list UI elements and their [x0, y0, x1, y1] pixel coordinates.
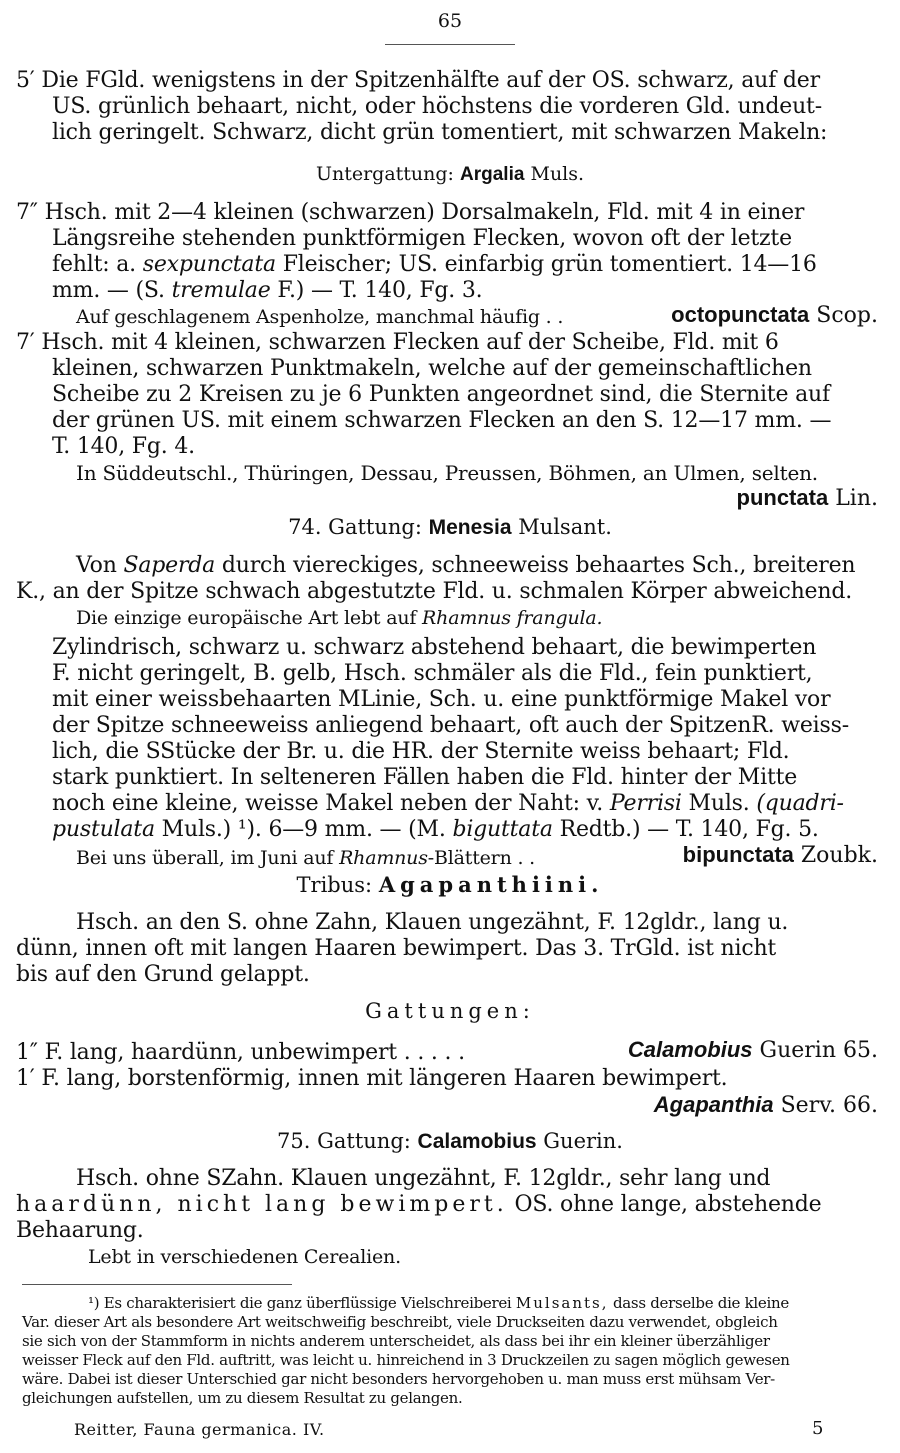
- signature-number: 5: [812, 1418, 824, 1439]
- text-line: 5′ Die FGld. wenigstens in der Spitzenhälfte auf der OS. schwarz, auf der: [16, 68, 820, 93]
- tribe-heading: Tribus: Agapanthiini.: [296, 872, 604, 897]
- text-line: In Süddeutschl., Thüringen, Dessau, Preussen, Böhmen, an Ulmen, selten.: [76, 461, 818, 485]
- header-rule: [385, 44, 515, 45]
- genus-heading: 74. Gattung: Menesia Mulsant.: [288, 515, 612, 539]
- text-line: kleinen, schwarzen Punktmakeln, welche auf der gemeinschaftlichen: [52, 356, 812, 381]
- text-line: mit einer weissbehaarten MLinie, Sch. u. eine punktförmige Makel vor: [52, 687, 831, 712]
- text-line: T. 140, Fg. 4.: [52, 434, 195, 459]
- footnote-line: weisser Fleck auf den Fld. auftritt, was leicht u. hinreichend in 3 Druckzeilen zu sagen möglich gewesen: [22, 1351, 790, 1369]
- text-line: pustulata Muls.) ¹). 6—9 mm. — (M. biguttata Redtb.) — T. 140, Fg. 5.: [52, 817, 819, 842]
- text-line: haardünn, nicht lang bewimpert. OS. ohne lange, abstehende: [16, 1192, 822, 1217]
- text-line: der grünen US. mit einem schwarzen Flecken an den S. 12—17 mm. —: [52, 408, 832, 433]
- text-line: Behaarung.: [16, 1218, 144, 1243]
- text-line: mm. — (S. tremulae F.) — T. 140, Fg. 3.: [52, 278, 483, 303]
- footnote-line: Var. dieser Art als besondere Art weitschweifig beschreibt, viele Druckseiten dazu verwendet, obgleich: [22, 1313, 778, 1331]
- species-name: bipunctata Zoubk.: [682, 842, 878, 868]
- species-name: octopunctata Scop.: [671, 302, 878, 328]
- footnote-line: ¹) Es charakterisiert die ganz überflüssige Vielschreiberei Mulsants, dass derselbe die kleine: [88, 1294, 789, 1312]
- text-line: noch eine kleine, weisse Makel neben der Naht: v. Perrisi Muls. (quadri-: [52, 791, 844, 816]
- text-line: 7″ Hsch. mit 2—4 kleinen (schwarzen) Dorsalmakeln, Fld. mit 4 in einer: [16, 200, 805, 225]
- footnote-line: wäre. Dabei ist dieser Unterschied gar nicht besonders hervorgehoben u. man muss erst mühsam Ver-: [22, 1370, 775, 1388]
- text-line: Auf geschlagenem Aspenholze, manchmal häufig . .: [76, 306, 564, 328]
- genus-heading: 75. Gattung: Calamobius Guerin.: [277, 1129, 623, 1153]
- genera-heading: Gattungen:: [365, 999, 535, 1023]
- species-name: punctata Lin.: [736, 485, 878, 511]
- text-line: Bei uns überall, im Juni auf Rhamnus-Blättern . .: [76, 847, 535, 869]
- text-line: F. nicht geringelt, B. gelb, Hsch. schmäler als die Fld., fein punktiert,: [52, 661, 813, 686]
- page-number: 65: [437, 10, 463, 32]
- text-line: 1″ F. lang, haardünn, unbewimpert . . . . .: [16, 1040, 465, 1065]
- text-line: K., an der Spitze schwach abgestutzte Fld. u. schmalen Körper abweichend.: [16, 579, 852, 604]
- text-line: bis auf den Grund gelappt.: [16, 962, 310, 987]
- text-line: dünn, innen oft mit langen Haaren bewimpert. Das 3. TrGld. ist nicht: [16, 936, 777, 961]
- key-genus: Calamobius Guerin 65.: [627, 1037, 878, 1063]
- text-line: lich, die SStücke der Br. u. die HR. der Sternite weiss behaart; Fld.: [52, 739, 790, 764]
- text-line: fehlt: a. sexpunctata Fleischer; US. einfarbig grün tomentiert. 14—16: [52, 252, 817, 277]
- text-line: US. grünlich behaart, nicht, oder höchstens die vorderen Gld. undeut-: [52, 94, 822, 119]
- text-line: 1′ F. lang, borstenförmig, innen mit längeren Haaren bewimpert.: [16, 1066, 728, 1091]
- footnote-line: sie sich von der Stammform in nichts anderem unterscheidet, als dass bei ihr ein kleiner überzähliger: [22, 1332, 770, 1350]
- text-line: Hsch. ohne SZahn. Klauen ungezähnt, F. 12gldr., sehr lang und: [76, 1166, 771, 1191]
- text-line: Lebt in verschiedenen Cerealien.: [88, 1246, 401, 1268]
- text-line: lich geringelt. Schwarz, dicht grün tomentiert, mit schwarzen Makeln:: [52, 120, 828, 145]
- footnote-rule: [22, 1284, 292, 1285]
- text-line: 7′ Hsch. mit 4 kleinen, schwarzen Flecken auf der Scheibe, Fld. mit 6: [16, 330, 779, 355]
- key-genus: Agapanthia Serv. 66.: [653, 1092, 878, 1118]
- subgenus-heading: Untergattung: Argalia Muls.: [315, 163, 585, 185]
- text-line: der Spitze schneeweiss anliegend behaart, oft auch der SpitzenR. weiss-: [52, 713, 849, 738]
- text-line: Zylindrisch, schwarz u. schwarz abstehend behaart, die bewimperten: [52, 635, 817, 660]
- text-line: Von Saperda durch viereckiges, schneeweiss behaartes Sch., breiteren: [76, 553, 856, 578]
- footnote-line: gleichungen aufstellen, um zu diesem Resultat zu gelangen.: [22, 1389, 463, 1407]
- text-line: Längsreihe stehenden punktförmigen Flecken, wovon oft der letzte: [52, 226, 792, 251]
- text-line: Scheibe zu 2 Kreisen zu je 6 Punkten angeordnet sind, die Sternite auf: [52, 382, 830, 407]
- text-line: Die einzige europäische Art lebt auf Rhamnus frangula.: [76, 607, 603, 629]
- text-line: Hsch. an den S. ohne Zahn, Klauen ungezähnt, F. 12gldr., lang u.: [76, 910, 789, 935]
- text-line: stark punktiert. In selteneren Fällen haben die Fld. hinter der Mitte: [52, 765, 798, 790]
- footer-citation: Reitter, Fauna germanica. IV.: [74, 1420, 325, 1439]
